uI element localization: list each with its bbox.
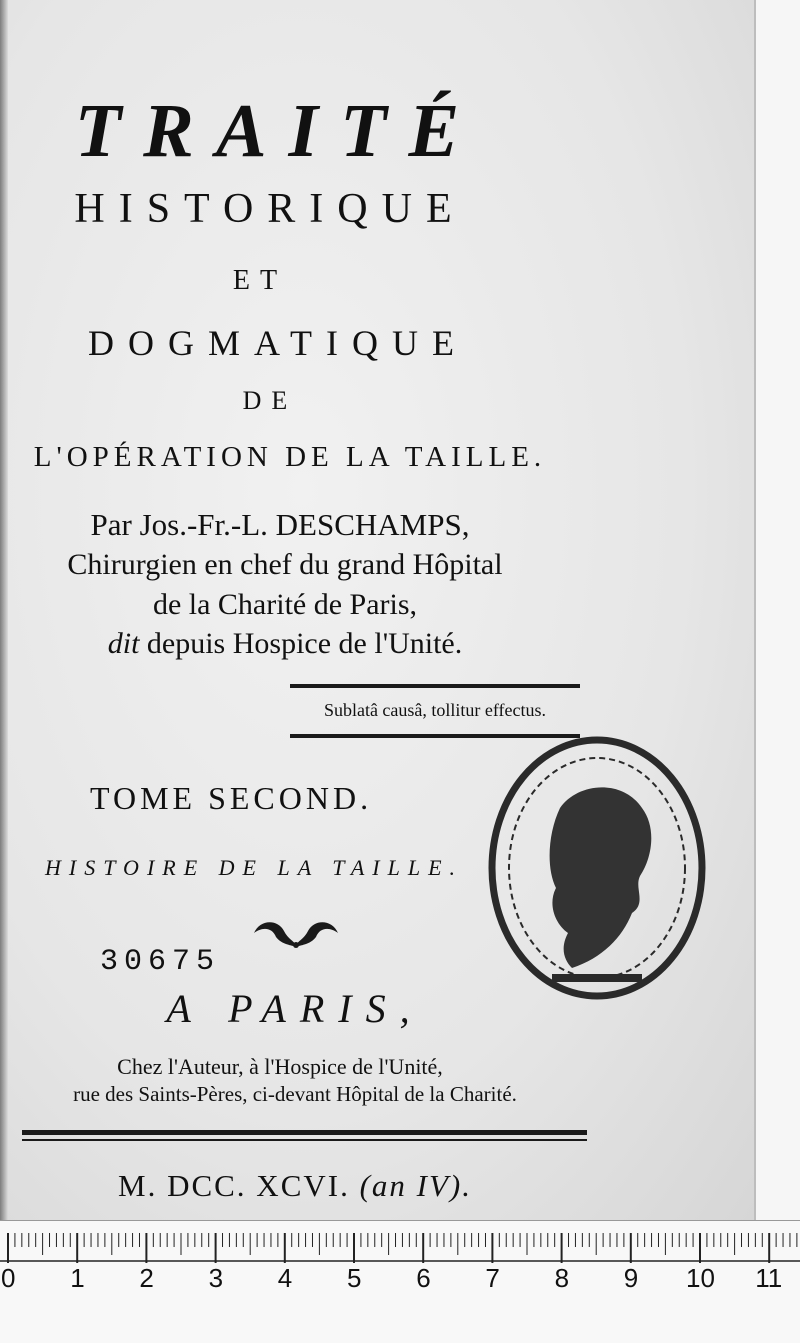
ruler-label: 5 xyxy=(347,1263,362,1293)
author-hospice-text: depuis Hospice de l'Unité. xyxy=(146,627,463,660)
date-revolutionary: (an IV). xyxy=(359,1168,472,1203)
ruler-label: 3 xyxy=(208,1263,224,1293)
title-word-dogmatique: DOGMATIQUE xyxy=(88,323,468,363)
motto-rule-top xyxy=(290,684,580,688)
ruler-label: 9 xyxy=(623,1263,639,1293)
ruler-label: 11 xyxy=(755,1263,783,1293)
author-dit: dit xyxy=(107,627,140,660)
ruler-label: 8 xyxy=(554,1263,570,1293)
ruler-ticks xyxy=(0,1221,800,1343)
ruler-label: 4 xyxy=(277,1263,293,1293)
author-institution: de la Charité de Paris, xyxy=(152,588,418,621)
latin-motto: Sublatâ causâ, tollitur effectus. xyxy=(323,700,547,720)
title-word-de: DE xyxy=(242,386,298,415)
publisher-line-2: rue des Saints-Pères, ci-devant Hôpital de la Charité. xyxy=(73,1082,517,1106)
ruler-label: 1 xyxy=(70,1263,85,1293)
title-word-et: ET xyxy=(232,265,288,296)
author-name: Par Jos.-Fr.-L. DESCHAMPS, xyxy=(90,507,470,542)
library-stamp-icon xyxy=(482,728,712,1008)
author-hospice xyxy=(0,627,570,661)
imprint-rule-thin xyxy=(22,1139,587,1141)
ruler-label: 10 xyxy=(686,1263,715,1293)
title-word-traite: TRAITÉ xyxy=(74,89,482,173)
title-operation-de-la-taille: L'OPÉRATION DE LA TAILLE. xyxy=(33,441,547,473)
printer-ornament-icon xyxy=(250,915,342,949)
date-roman: M. DCC. XCVI. xyxy=(118,1168,350,1203)
author-role: Chirurgien en chef du grand Hôpital xyxy=(67,548,503,581)
publication-date xyxy=(0,1168,590,1204)
ruler-label: 7 xyxy=(485,1263,500,1293)
ruler-label: 6 xyxy=(416,1263,431,1293)
measurement-ruler xyxy=(0,1220,800,1343)
ruler-label: 0 xyxy=(1,1263,16,1293)
handwritten-inventory-number: 30675 xyxy=(100,945,221,979)
volume-subtitle: HISTOIRE DE LA TAILLE. xyxy=(45,855,464,880)
publisher-line-1: Chez l'Auteur, à l'Hospice de l'Unité, xyxy=(117,1054,443,1079)
title-word-historique: HISTORIQUE xyxy=(74,186,466,232)
adjacent-page-edge xyxy=(754,0,800,1225)
imprint-rule xyxy=(22,1130,587,1135)
ruler-label: 2 xyxy=(139,1263,154,1293)
place-of-publication: A PARIS, xyxy=(166,986,424,1031)
volume-label: TOME SECOND. xyxy=(90,780,373,816)
